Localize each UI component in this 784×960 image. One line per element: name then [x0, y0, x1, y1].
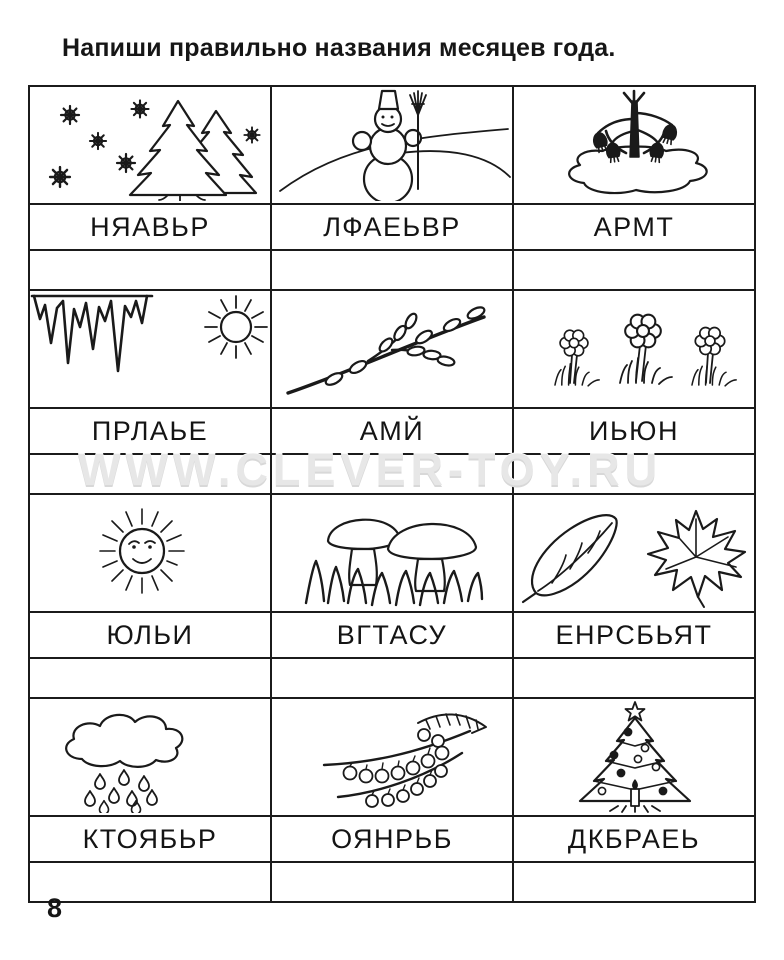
answer-row: [29, 862, 755, 902]
answer-cell[interactable]: [29, 454, 271, 494]
scrambled-month-label: ЕНРСБЬЯТ: [513, 612, 755, 658]
label-row: [29, 816, 755, 862]
christmas-tree-icon: [514, 701, 756, 813]
autumn-leaves-icon: [514, 497, 756, 609]
rain-cloud-icon: [30, 701, 272, 813]
picture-cell: [29, 494, 271, 612]
snowman-icon: [272, 89, 514, 201]
answer-cell[interactable]: [513, 454, 755, 494]
label-row: [29, 612, 755, 658]
scrambled-month-label: ЛФАЕЬВР: [271, 204, 513, 250]
snowdrops-icon: [514, 89, 756, 201]
answer-cell[interactable]: [271, 250, 513, 290]
scrambled-month-label: ИЬЮН: [513, 408, 755, 454]
mushrooms-icon: [272, 497, 514, 609]
scrambled-month-label: ОЯНРЬБ: [271, 816, 513, 862]
picture-cell: [271, 290, 513, 408]
picture-row: [29, 290, 755, 408]
answer-cell[interactable]: [29, 250, 271, 290]
answer-cell[interactable]: [513, 250, 755, 290]
answer-cell[interactable]: [29, 862, 271, 902]
answer-cell[interactable]: [271, 862, 513, 902]
page-number: 8: [47, 893, 63, 923]
snowflakes-and-firs-icon: [30, 89, 272, 201]
picture-row: [29, 86, 755, 204]
answer-row: [29, 454, 755, 494]
page-title: Напиши правильно названия месяцев года.: [62, 34, 616, 62]
scrambled-month-label: ВГТАСУ: [271, 612, 513, 658]
picture-cell: [29, 698, 271, 816]
picture-cell: [513, 698, 755, 816]
meadow-flowers-icon: [514, 293, 756, 405]
picture-row: [29, 494, 755, 612]
label-row: [29, 204, 755, 250]
picture-cell: [513, 290, 755, 408]
answer-cell[interactable]: [513, 658, 755, 698]
scrambled-month-label: ДКБРАЕЬ: [513, 816, 755, 862]
scrambled-month-label: АРМТ: [513, 204, 755, 250]
scrambled-month-label: АМЙ: [271, 408, 513, 454]
answer-cell[interactable]: [271, 658, 513, 698]
label-row: [29, 408, 755, 454]
picture-cell: [29, 86, 271, 204]
scrambled-month-label: ЮЛЬИ: [29, 612, 271, 658]
scrambled-month-label: КТОЯБЬР: [29, 816, 271, 862]
scrambled-month-label: ПРЛАЬЕ: [29, 408, 271, 454]
smiling-sun-icon: [30, 497, 272, 609]
picture-row: [29, 698, 755, 816]
budding-branch-icon: [272, 293, 514, 405]
picture-cell: [271, 86, 513, 204]
worksheet-table: [28, 85, 756, 903]
answer-cell[interactable]: [271, 454, 513, 494]
picture-cell: [29, 290, 271, 408]
rowan-berries-icon: [272, 701, 514, 813]
answer-cell[interactable]: [513, 862, 755, 902]
answer-row: [29, 658, 755, 698]
picture-cell: [271, 494, 513, 612]
answer-row: [29, 250, 755, 290]
scrambled-month-label: НЯАВЬР: [29, 204, 271, 250]
answer-cell[interactable]: [29, 658, 271, 698]
icicles-and-sun-icon: [30, 293, 272, 405]
picture-cell: [271, 698, 513, 816]
watermark: WWW.CLEVER-TOY.RU: [78, 444, 663, 495]
picture-cell: [513, 86, 755, 204]
picture-cell: [513, 494, 755, 612]
